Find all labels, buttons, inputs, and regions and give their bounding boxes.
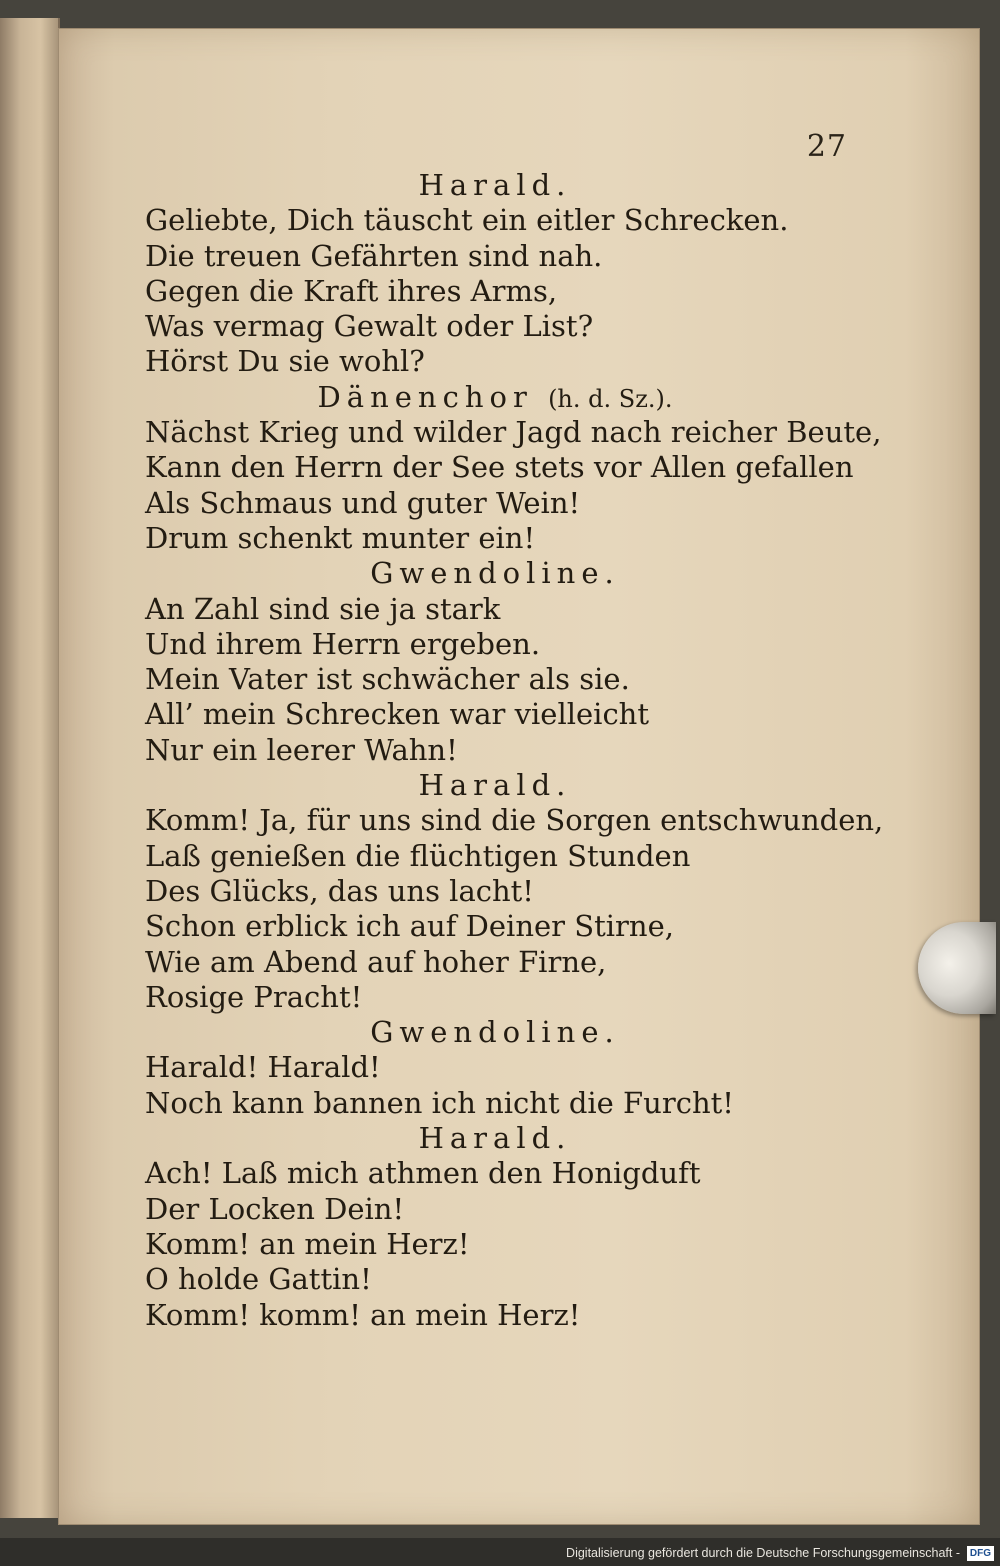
verse-line: Komm! komm! an mein Herz! (145, 1297, 581, 1332)
speaker-heading (145, 556, 845, 591)
verse-line: Laß genießen die flüchtigen Stunden (145, 838, 691, 873)
speaker-name: Dänenchor (317, 379, 533, 414)
libretto-text (145, 168, 884, 1333)
verse-line: An Zahl sind sie ja stark (145, 591, 501, 626)
speaker-name: Harald. (418, 1121, 572, 1156)
verse-line: Als Schmaus und guter Wein! (145, 485, 581, 520)
verse-line: Hörst Du sie wohl? (145, 344, 425, 379)
verse-line: Und ihrem Herrn ergeben. (145, 626, 541, 661)
verse-line: Die treuen Gefährten sind nah. (145, 238, 603, 273)
verse-line: Mein Vater ist schwächer als sie. (145, 662, 630, 697)
speaker-name: Gwendoline. (370, 556, 620, 591)
verse-line: Harald! Harald! (145, 1050, 381, 1085)
speaker-name: Gwendoline. (370, 1015, 620, 1050)
verse-line: Ach! Laß mich athmen den Honigduft (145, 1156, 701, 1191)
verse-line: Was vermag Gewalt oder List? (145, 309, 594, 344)
verse-line: Nur ein leerer Wahn! (145, 732, 458, 767)
stage-direction: (h. d. Sz.). (548, 384, 673, 413)
verse-line: Drum schenkt munter ein! (145, 520, 536, 555)
verse-line: Der Locken Dein! (145, 1191, 405, 1226)
verse-line: All’ mein Schrecken war vielleicht (145, 697, 650, 732)
verse-line: Schon erblick ich auf Deiner Stirne, (145, 909, 674, 944)
speaker-name: Harald. (418, 768, 572, 803)
verse-line: Noch kann bannen ich nicht die Furcht! (145, 1085, 734, 1120)
verse-line: Des Glücks, das uns lacht! (145, 873, 534, 908)
speaker-heading (145, 168, 845, 203)
dfg-logo: DFG (967, 1546, 994, 1561)
speaker-heading (145, 1121, 845, 1156)
verse-line: Nächst Krieg und wilder Jagd nach reicher Beute, (145, 415, 882, 450)
verse-line: Komm! Ja, für uns sind die Sorgen entschwunden, (145, 803, 884, 838)
funding-credit: Digitalisierung gefördert durch die Deutsche Forschungsgemeinschaft - (566, 1546, 960, 1560)
speaker-name: Harald. (418, 168, 572, 202)
verse-line: Geliebte, Dich täuscht ein eitler Schrecken. (145, 203, 789, 238)
speaker-heading (145, 1015, 845, 1050)
speaker-heading (145, 768, 845, 803)
speaker-heading (145, 380, 845, 415)
verse-line: Komm! an mein Herz! (145, 1226, 470, 1261)
verse-line: Rosige Pracht! (145, 979, 363, 1014)
verse-line: O holde Gattin! (145, 1262, 372, 1297)
page-number: 27 (806, 129, 847, 164)
verse-line: Wie am Abend auf hoher Firne, (145, 944, 607, 979)
previous-page-edge (0, 18, 60, 1518)
verse-line: Kann den Herrn der See stets vor Allen gefallen (145, 450, 854, 485)
verse-line: Gegen die Kraft ihres Arms, (145, 273, 558, 308)
